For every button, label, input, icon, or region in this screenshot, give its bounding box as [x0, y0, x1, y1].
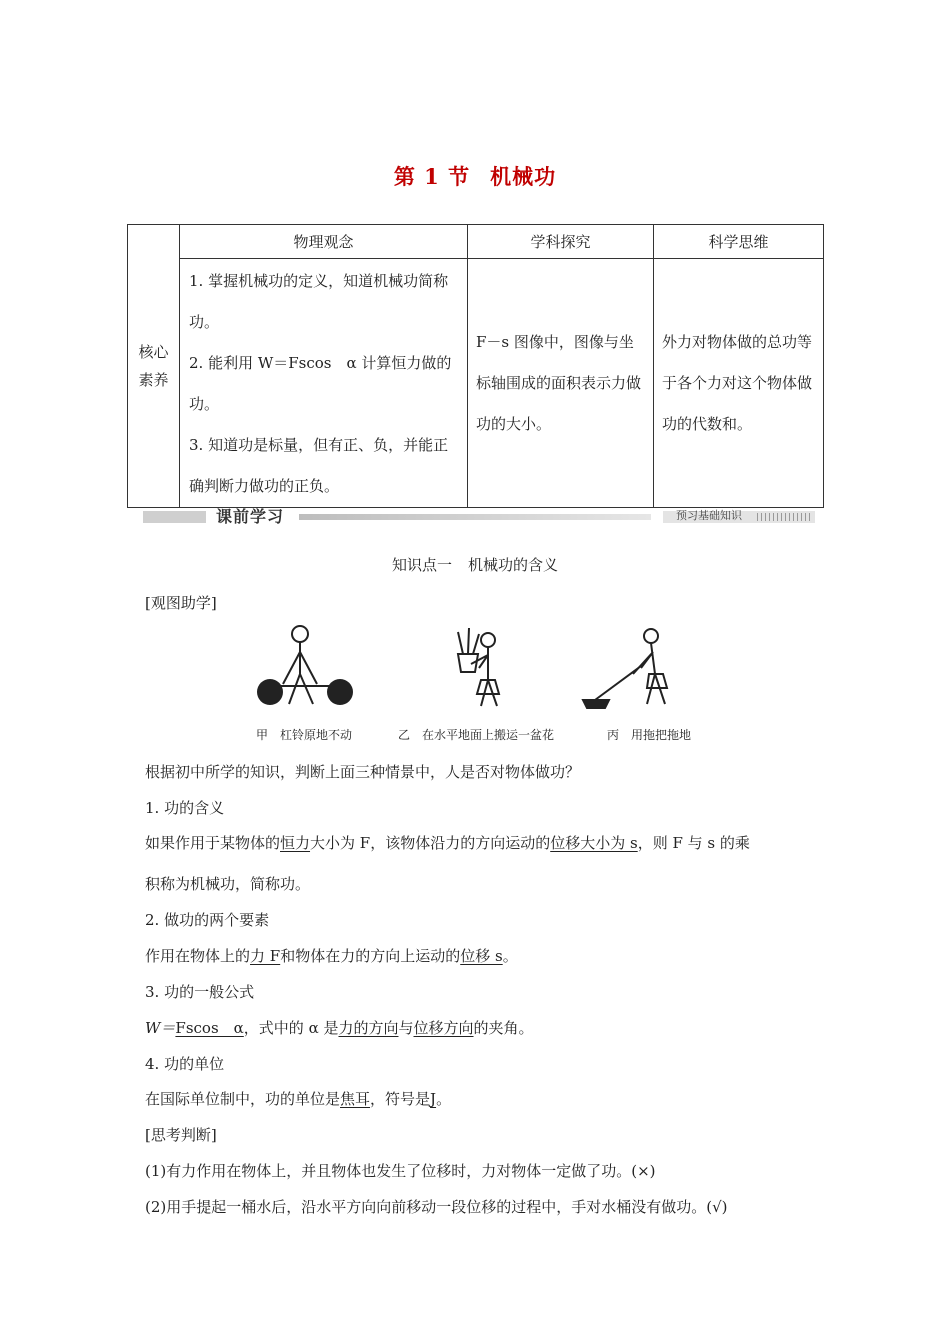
header-physics-concept: 物理观念 — [180, 225, 468, 259]
question-text: 根据初中所学的知识，判断上面三种情景中，人是否对物体做功？ — [145, 763, 581, 781]
banner-label: 课前学习 — [216, 507, 285, 526]
banner-bar-mid — [299, 514, 651, 520]
cell-science-thinking: 外力对物体做的总功等于各个力对这个物体做功的代数和。 — [654, 259, 824, 508]
answer-displacement: 位移大小为 s — [550, 834, 638, 852]
row-head: 核心素养 — [128, 225, 180, 508]
judge-item-2: (2)用手提起一桶水后，沿水平方向向前移动一段位移的过程中，手对水桶没有做功。(√) — [145, 1198, 728, 1216]
cell-physics-concept — [180, 259, 468, 508]
header-science-thinking: 科学思维 — [654, 225, 824, 259]
meaning-line-2: 积称为机械功，简称功。 — [145, 875, 311, 893]
formula-text: W＝Fscos α，式中的 α 是力的方向与位移方向的夹角。 — [145, 1019, 534, 1037]
think-heading: [思考判断] — [145, 1126, 217, 1144]
heading-formula: 3. 功的一般公式 — [145, 983, 255, 1001]
header-inquiry: 学科探究 — [468, 225, 654, 259]
concept-item-1: 1. 掌握机械功的定义，知道机械功简称功。 — [189, 272, 449, 331]
knowledge-point-title: 知识点一 机械功的含义 — [391, 556, 559, 574]
answer-force-direction: 力的方向 — [338, 1019, 399, 1037]
banner-right-label: 预习基础知识 — [676, 509, 742, 522]
figure-caption-c: 丙 用拖把拖地 — [607, 728, 692, 742]
answer-force: 力 F — [250, 947, 281, 965]
answer-constant-force: 恒力 — [280, 834, 311, 852]
heading-two-factors: 2. 做功的两个要素 — [145, 911, 270, 929]
unit-text: 在国际单位制中，功的单位是焦耳，符号是J。 — [145, 1090, 452, 1108]
banner-stripes — [757, 513, 813, 521]
concept-item-2: 2. 能利用 W＝Fscos α 计算恒力做的功。 — [189, 354, 452, 413]
section-name: 机械功 — [490, 164, 557, 189]
illustration-strip — [253, 622, 703, 744]
judge-item-1: (1)有力作用在物体上，并且物体也发生了位移时，力对物体一定做了功。(×) — [145, 1162, 656, 1180]
heading-unit: 4. 功的单位 — [145, 1055, 225, 1073]
figure-heading: [观图助学] — [145, 594, 217, 612]
section-banner — [143, 507, 815, 525]
core-literacy-table — [127, 224, 824, 508]
answer-formula: Fscos α — [175, 1019, 244, 1037]
figure-caption-a: 甲 杠铃原地不动 — [256, 728, 353, 742]
answer-symbol: J — [430, 1090, 437, 1108]
figure-caption-b: 乙 在水平地面上搬运一盆花 — [398, 728, 555, 742]
section-number: 第 1 节 — [393, 164, 471, 189]
answer-displacement-direction: 位移方向 — [413, 1019, 474, 1037]
answer-disp: 位移 s — [460, 947, 503, 965]
weightlifter-illustration — [253, 622, 703, 722]
meaning-line-1: 如果作用于某物体的恒力大小为 F，该物体沿力的方向运动的位移大小为 s，则 F 与 s 的乘 — [145, 834, 750, 852]
answer-joule: 焦耳 — [340, 1090, 371, 1108]
cell-inquiry: F－s 图像中，图像与坐标轴围成的面积表示力做功的大小。 — [468, 259, 654, 508]
heading-meaning: 1. 功的含义 — [145, 799, 225, 817]
concept-item-3: 3. 知道功是标量，但有正、负，并能正确判断力做功的正负。 — [189, 436, 449, 495]
page-title — [0, 161, 950, 191]
two-factors-text: 作用在物体上的力 F和物体在力的方向上运动的位移 s。 — [145, 947, 518, 965]
banner-bar-left — [143, 511, 206, 523]
